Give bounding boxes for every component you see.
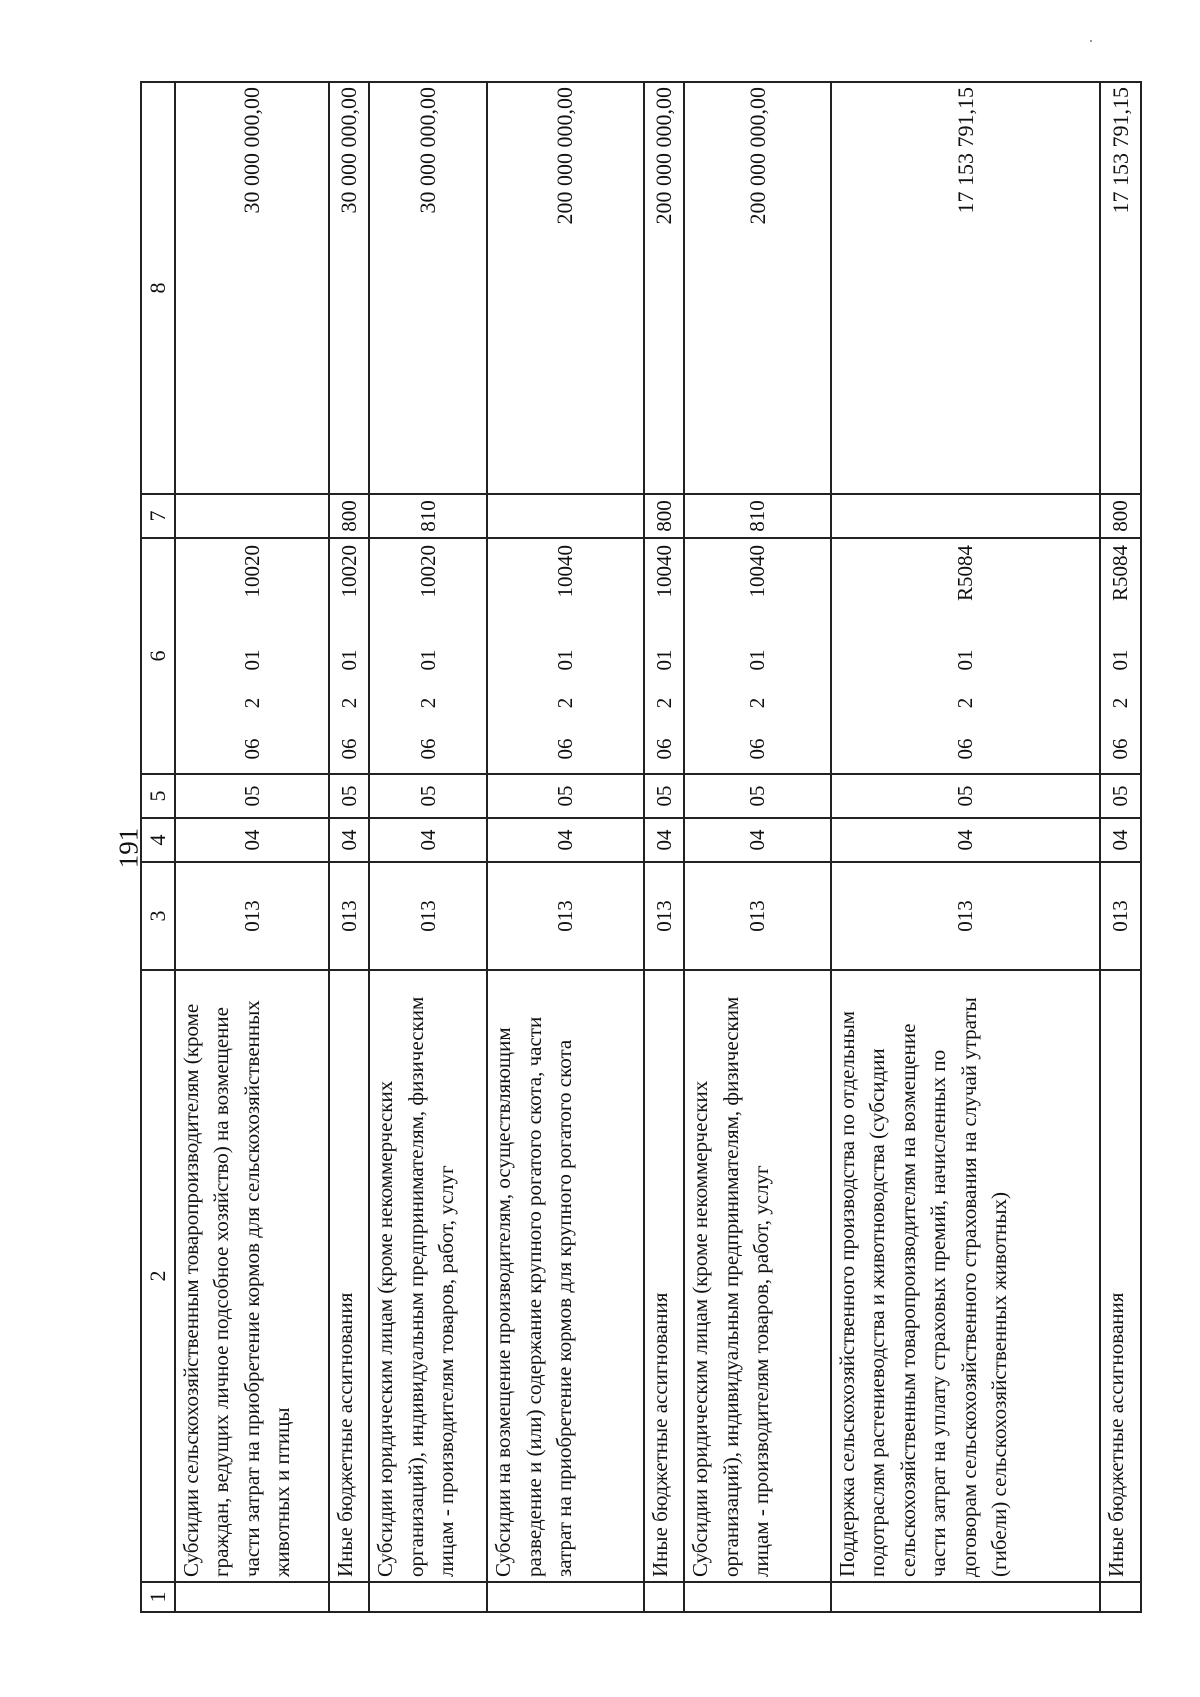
code-3: 013: [1100, 862, 1141, 970]
amount: 30 000 000,00: [329, 82, 370, 494]
expense-type-code: [487, 494, 643, 538]
code-3: 013: [644, 862, 685, 970]
code-4: 04: [487, 818, 643, 862]
expense-type-code: 800: [644, 494, 685, 538]
scan-speck: [1090, 40, 1092, 42]
code-4: 04: [369, 818, 487, 862]
row-index-cell: [175, 1582, 329, 1612]
row-description: Субсидии юридическим лицам (кроме некоммерческих организаций), индивидуальным предпринимателям, физическим лицам - производителям товаров, работ, услуг: [369, 970, 487, 1582]
code-5: 05: [644, 774, 685, 818]
expense-type-code: 810: [369, 494, 487, 538]
target-code: 06 2 01 10020: [329, 538, 370, 774]
code-5: 05: [369, 774, 487, 818]
row-description: Субсидии юридическим лицам (кроме некоммерческих организаций), индивидуальным предпринимателям, физическим лицам - производителям товаров, работ, услуг: [684, 970, 831, 1582]
row-index-cell: [644, 1582, 685, 1612]
code-4: 04: [175, 818, 329, 862]
target-code: 06 2 01 R5084: [1100, 538, 1141, 774]
target-code: 06 2 01 10040: [684, 538, 831, 774]
row-description: Иные бюджетные ассигнования: [329, 970, 370, 1582]
code-4: 04: [644, 818, 685, 862]
code-3: 013: [487, 862, 643, 970]
expense-type-code: [175, 494, 329, 538]
amount: 200 000 000,00: [487, 82, 643, 494]
code-5: 05: [831, 774, 1100, 818]
amount: 200 000 000,00: [644, 82, 685, 494]
code-5: 05: [1100, 774, 1141, 818]
code-5: 05: [684, 774, 831, 818]
row-description: Субсидии сельскохозяйственным товаропроизводителям (кроме граждан, ведущих личное подсобное хозяйство) на возмещение части затрат на приобретение кормов для сельскохозяйственных животных и птицы: [175, 970, 329, 1582]
header-col-5: 5: [141, 774, 175, 818]
expense-type-code: 800: [1100, 494, 1141, 538]
budget-table-frame: [140, 83, 1142, 1613]
budget-table: [140, 81, 1142, 1613]
code-3: 013: [684, 862, 831, 970]
table-row: [487, 82, 643, 1612]
table-row: [831, 82, 1100, 1612]
amount: 200 000 000,00: [684, 82, 831, 494]
code-3: 013: [369, 862, 487, 970]
table-row: [329, 82, 370, 1612]
code-3: 013: [329, 862, 370, 970]
header-col-8: 8: [141, 82, 175, 494]
header-col-6: 6: [141, 538, 175, 774]
target-code: 06 2 01 10040: [487, 538, 643, 774]
row-description: Субсидии на возмещение производителям, осуществляющим разведение и (или) содержание крупного рогатого скота, части затрат на приобретение кормов для крупного рогатого скота: [487, 970, 643, 1582]
row-index-cell: [831, 1582, 1100, 1612]
expense-type-code: 810: [684, 494, 831, 538]
amount: 17 153 791,15: [1100, 82, 1141, 494]
row-index-cell: [369, 1582, 487, 1612]
page-number: 191: [113, 827, 144, 869]
row-index-cell: [684, 1582, 831, 1612]
code-5: 05: [175, 774, 329, 818]
target-code: 06 2 01 10020: [175, 538, 329, 774]
code-3: 013: [175, 862, 329, 970]
code-4: 04: [831, 818, 1100, 862]
header-col-2: 2: [141, 970, 175, 1582]
table-row: [369, 82, 487, 1612]
amount: 17 153 791,15: [831, 82, 1100, 494]
code-4: 04: [329, 818, 370, 862]
header-col-4: 4: [141, 818, 175, 862]
row-description: Поддержка сельскохозяйственного производства по отдельным подотраслям растениеводства и животноводства (субсидии сельскохозяйственным товаропроизводителям на возмещение части затрат на уплату страховых премий, начисленных по договорам сельскохозяйственного страхования на случай утраты (гибели) сельскохозяйственных животных): [831, 970, 1100, 1582]
target-code: 06 2 01 10040: [644, 538, 685, 774]
table-row: [175, 82, 329, 1612]
amount: 30 000 000,00: [369, 82, 487, 494]
target-code: 06 2 01 10020: [369, 538, 487, 774]
row-index-cell: [487, 1582, 643, 1612]
expense-type-code: [831, 494, 1100, 538]
code-3: 013: [831, 862, 1100, 970]
table-row: [644, 82, 685, 1612]
row-description: Иные бюджетные ассигнования: [1100, 970, 1141, 1582]
row-description: Иные бюджетные ассигнования: [644, 970, 685, 1582]
header-col-3: 3: [141, 862, 175, 970]
code-4: 04: [1100, 818, 1141, 862]
header-col-7: 7: [141, 494, 175, 538]
code-4: 04: [684, 818, 831, 862]
amount: 30 000 000,00: [175, 82, 329, 494]
table-row: [684, 82, 831, 1612]
target-code: 06 2 01 R5084: [831, 538, 1100, 774]
code-5: 05: [487, 774, 643, 818]
row-index-cell: [329, 1582, 370, 1612]
table-row: [1100, 82, 1141, 1612]
row-index-cell: [1100, 1582, 1141, 1612]
header-row: [141, 82, 175, 1612]
code-5: 05: [329, 774, 370, 818]
expense-type-code: 800: [329, 494, 370, 538]
header-col-1: 1: [141, 1582, 175, 1612]
